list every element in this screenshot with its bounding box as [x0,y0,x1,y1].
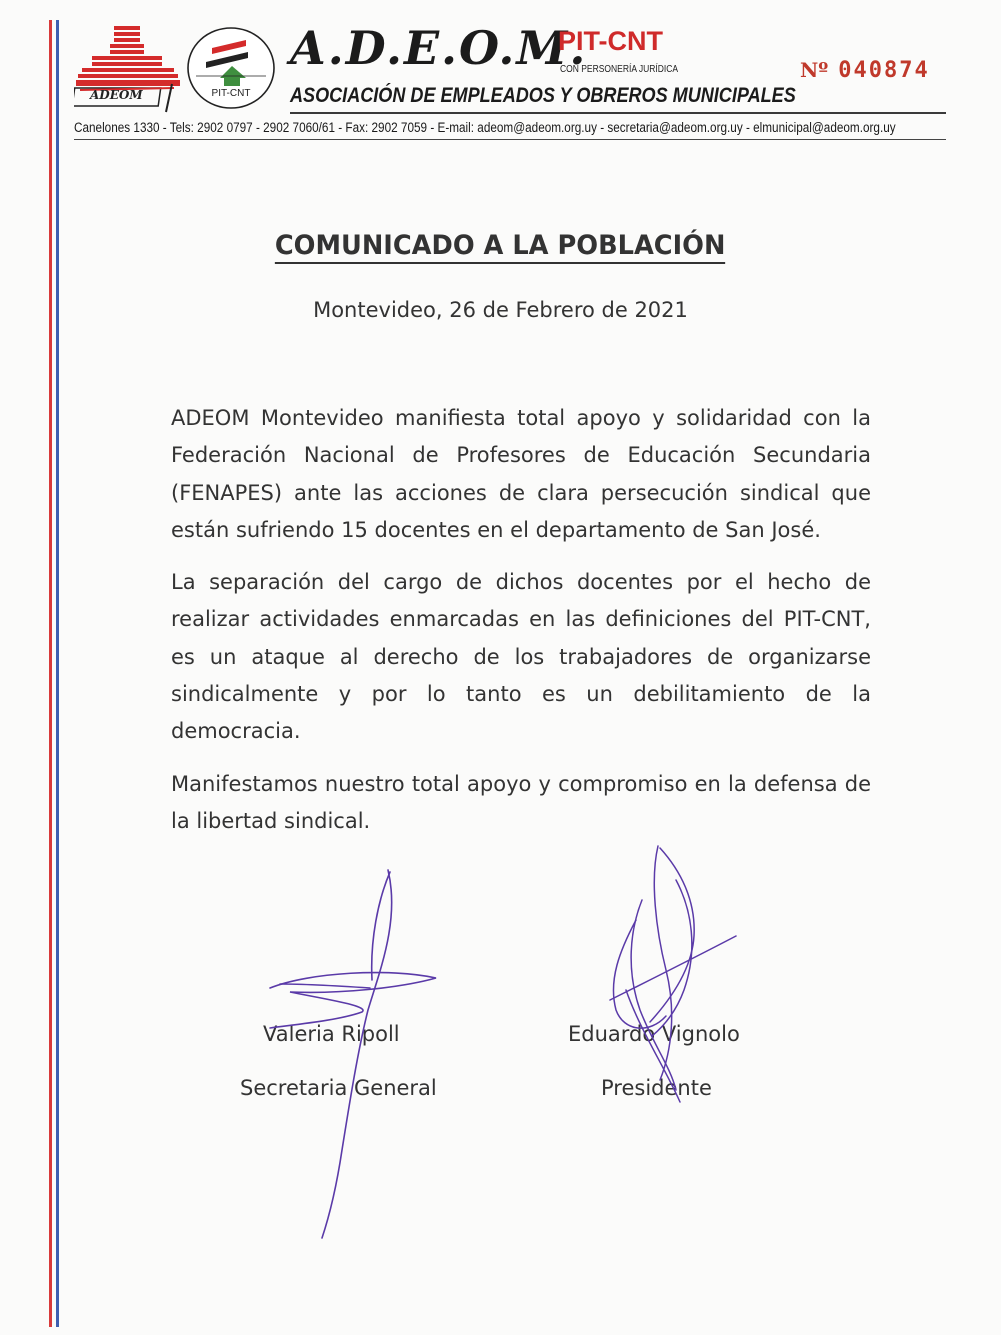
brand-title: A.D.E.O.M. [290,21,588,75]
contact-rule [74,139,946,140]
body-paragraph: ADEOM Montevideo manifiesta total apoyo y solidaridad con la Federación Nacional de Profesores de Educación Secundaria (FENAPES) ante las acciones de clara persecución sindical que están sufriendo 15 docentes en el departamento de San José. [171,406,871,542]
signatory-name-1: Valeria Ripoll [263,1022,400,1046]
document-body [171,400,871,855]
signatory-role-2: Presidente [601,1076,712,1100]
association-name: ASOCIACIÓN DE EMPLEADOS Y OBREROS MUNICIPALES [290,84,796,107]
serial-number [800,58,930,83]
document-title-text: COMUNICADO A LA POBLACIÓN [275,230,726,264]
document-title [0,230,1001,264]
signatory-role-1: Secretaria General [240,1076,437,1100]
adeom-logo-text: ADEOM [90,88,143,102]
body-paragraph: Manifestamos nuestro total apoyo y compromiso en la defensa de la libertad sindical. [171,771,871,833]
left-blue-stripe [56,20,59,1327]
signature-2 [580,840,750,1120]
personeria-label: CON PERSONERÍA JURÍDICA [560,64,679,75]
serial-value: 040874 [838,58,930,83]
pit-cnt-logo-text: PIT-CNT [211,88,251,99]
document-date: Montevideo, 26 de Febrero de 2021 [313,298,688,322]
body-paragraph: La separación del cargo de dichos docentes por el hecho de realizar actividades enmarcadas en las definiciones del PIT-CNT, es un ataque al derecho de los trabajadores de organizarse sindicalmente y por lo tanto es un debilitamiento de la democracia. [171,570,871,744]
header-rule [290,112,946,114]
pit-cnt-label: PIT-CNT [558,26,663,56]
left-red-stripe [49,20,52,1327]
serial-prefix: Nº [800,58,829,82]
signature-1 [250,860,450,1250]
pit-cnt-circle-logo [186,26,276,110]
adeom-building-logo [74,22,182,114]
contact-line: Canelones 1330 - Tels: 2902 0797 - 2902 7060/61 - Fax: 2902 7059 - E-mail: adeom@adeom.org.uy - secretaria@adeom.org.uy - elmunicipal@adeom.org.uy [74,120,896,135]
signatory-name-2: Eduardo Vignolo [568,1022,740,1046]
